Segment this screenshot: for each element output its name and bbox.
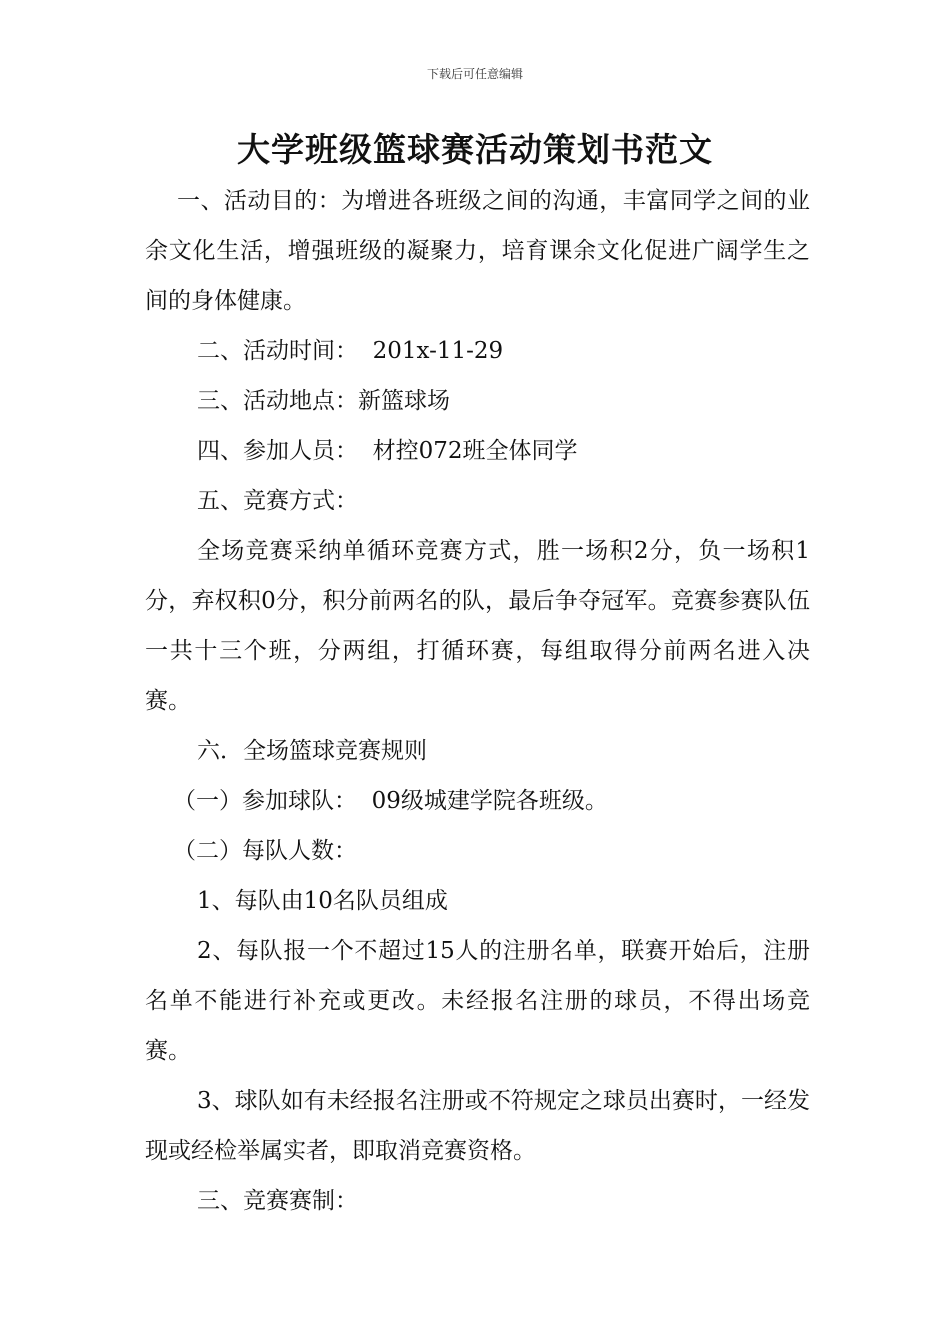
paragraph-participants: 四、参加人员： 材控072班全体同学: [197, 438, 578, 464]
header-note: 下载后可任意编辑: [426, 67, 523, 81]
paragraph-competition-format: 全场竞赛采纳单循环竞赛方式，胜一场积2分，负一场积1分，弃权积0分，积分前两名的队，最后争夺冠军。竞赛参赛队伍一共十三个班，分两组，打循环赛，每组取得分前两名进入决赛。: [145, 538, 810, 714]
paragraph-format-heading: 三、竞赛赛制：: [197, 1188, 358, 1214]
document-body: [145, 176, 810, 1226]
paragraph-team-size-heading: （二）每队人数：: [173, 838, 357, 864]
document-title: 大学班级篮球赛活动策划书范文: [237, 130, 713, 169]
paragraph-rule-3: 3、球队如有未经报名注册或不符规定之球员出赛时，一经发现或经检举属实者，即取消竞赛资格。: [145, 1088, 810, 1164]
paragraph-rule-2: 2、每队报一个不超过15人的注册名单，联赛开始后，注册名单不能进行补充或更改。未经报名注册的球员，不得出场竞赛。: [145, 938, 810, 1064]
paragraph-activity-purpose: 一、活动目的：为增进各班级之间的沟通，丰富同学之间的业余文化生活，增强班级的凝聚力，培育课余文化促进广阔学生之间的身体健康。: [145, 188, 810, 314]
paragraph-activity-time: 二、活动时间： 201x-11-29: [197, 338, 504, 364]
paragraph-competition-format-heading: 五、竞赛方式：: [197, 488, 358, 514]
paragraph-rules-heading: 六．全场篮球竞赛规则: [197, 738, 427, 764]
paragraph-teams: （一）参加球队： 09级城建学院各班级。: [173, 788, 608, 814]
paragraph-rule-1: 1、每队由10名队员组成: [197, 888, 448, 914]
paragraph-activity-location: 三、活动地点：新篮球场: [197, 388, 450, 414]
